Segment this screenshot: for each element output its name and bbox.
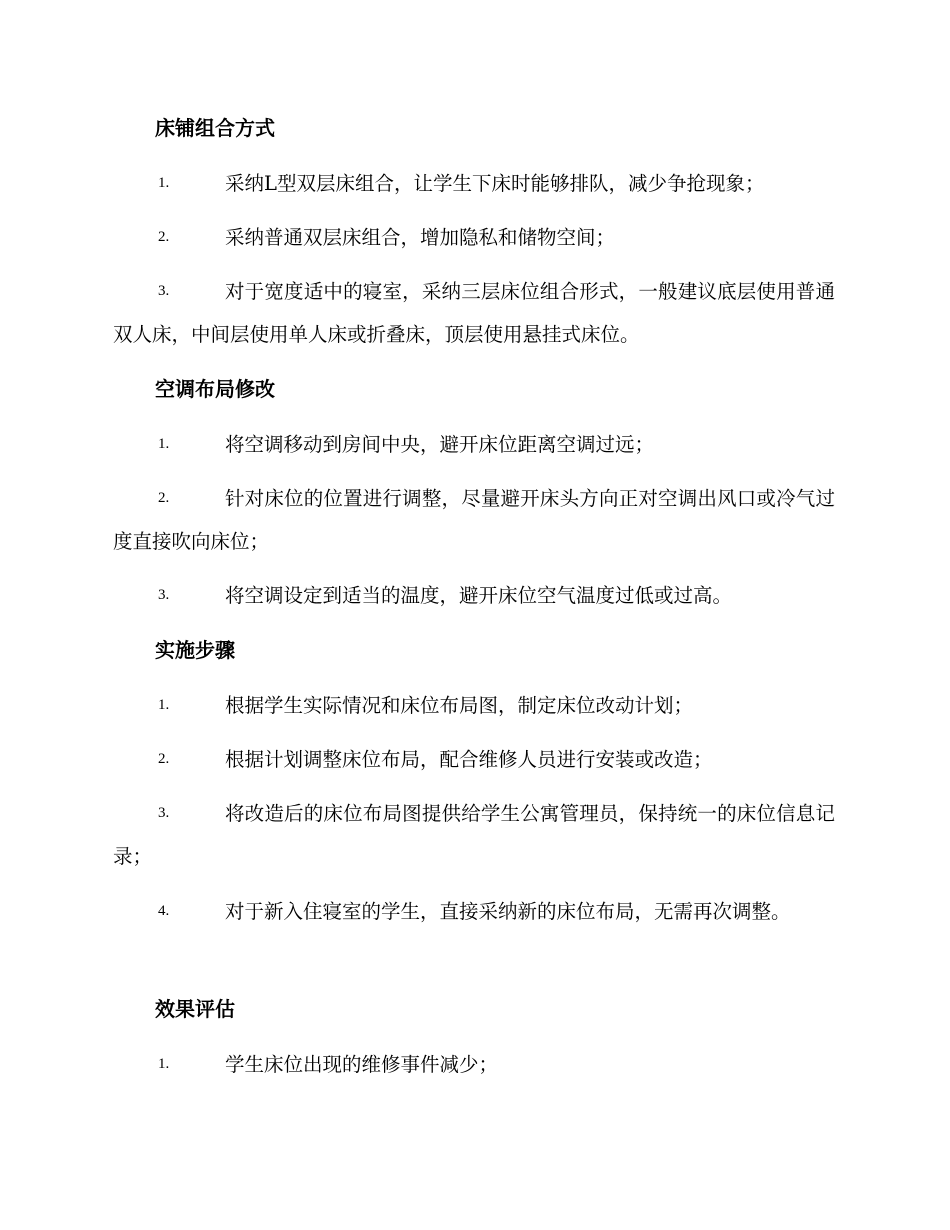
list-item [113, 792, 835, 878]
list-item-number: 2. [158, 229, 170, 245]
list-item-number: 1. [158, 436, 170, 452]
list-item-text: 将空调设定到适当的温度，避开床位空气温度过低或过高。 [225, 584, 733, 607]
list-item [113, 738, 835, 781]
list-item-text: 将改造后的床位布局图提供给学生公寓管理员，保持统一的床位信息记录； [113, 802, 835, 868]
list-item-text: 根据计划调整床位布局，配合维修人员进行安装或改造； [225, 748, 713, 771]
list-item-number: 3. [158, 283, 170, 299]
list-item [113, 270, 835, 356]
list-item-number: 2. [158, 751, 170, 767]
list-item-number: 4. [158, 903, 170, 919]
list-item [113, 684, 835, 727]
list-item [113, 574, 835, 617]
list-item [113, 423, 835, 466]
list-item-text: 采纳普通双层床组合，增加隐私和储物空间； [225, 226, 616, 249]
list-item-text: 将空调移动到房间中央，避开床位距离空调过远； [225, 433, 655, 456]
list-item-text: 对于宽度适中的寝室，采纳三层床位组合形式，一般建议底层使用普通双人床，中间层使用单人床或折叠床，顶层使用悬挂式床位。 [113, 280, 835, 346]
list-item [113, 1043, 835, 1086]
section-heading: 空调布局修改 [155, 377, 275, 401]
list-item-number: 1. [158, 697, 170, 713]
list-item-text: 学生床位出现的维修事件减少； [225, 1053, 499, 1076]
list-item [113, 216, 835, 259]
list-item-number: 1. [158, 175, 170, 191]
section-heading: 床铺组合方式 [155, 116, 275, 140]
list-item-text: 对于新入住寝室的学生，直接采纳新的床位布局，无需再次调整。 [225, 900, 791, 923]
list-item-number: 1. [158, 1056, 170, 1072]
list-item-text: 针对床位的位置进行调整，尽量避开床头方向正对空调出风口或冷气过度直接吹向床位； [113, 487, 835, 553]
list-item-text: 根据学生实际情况和床位布局图，制定床位改动计划； [225, 694, 694, 717]
list-item-number: 3. [158, 587, 170, 603]
list-item [113, 162, 835, 205]
list-item [113, 477, 835, 563]
list-item-number: 3. [158, 805, 170, 821]
section-heading: 实施步骤 [155, 638, 235, 662]
section-heading: 效果评估 [155, 997, 235, 1021]
list-item-text: 采纳L型双层床组合，让学生下床时能够排队，减少争抢现象； [225, 172, 765, 195]
list-item-number: 2. [158, 490, 170, 506]
list-item [113, 890, 835, 933]
